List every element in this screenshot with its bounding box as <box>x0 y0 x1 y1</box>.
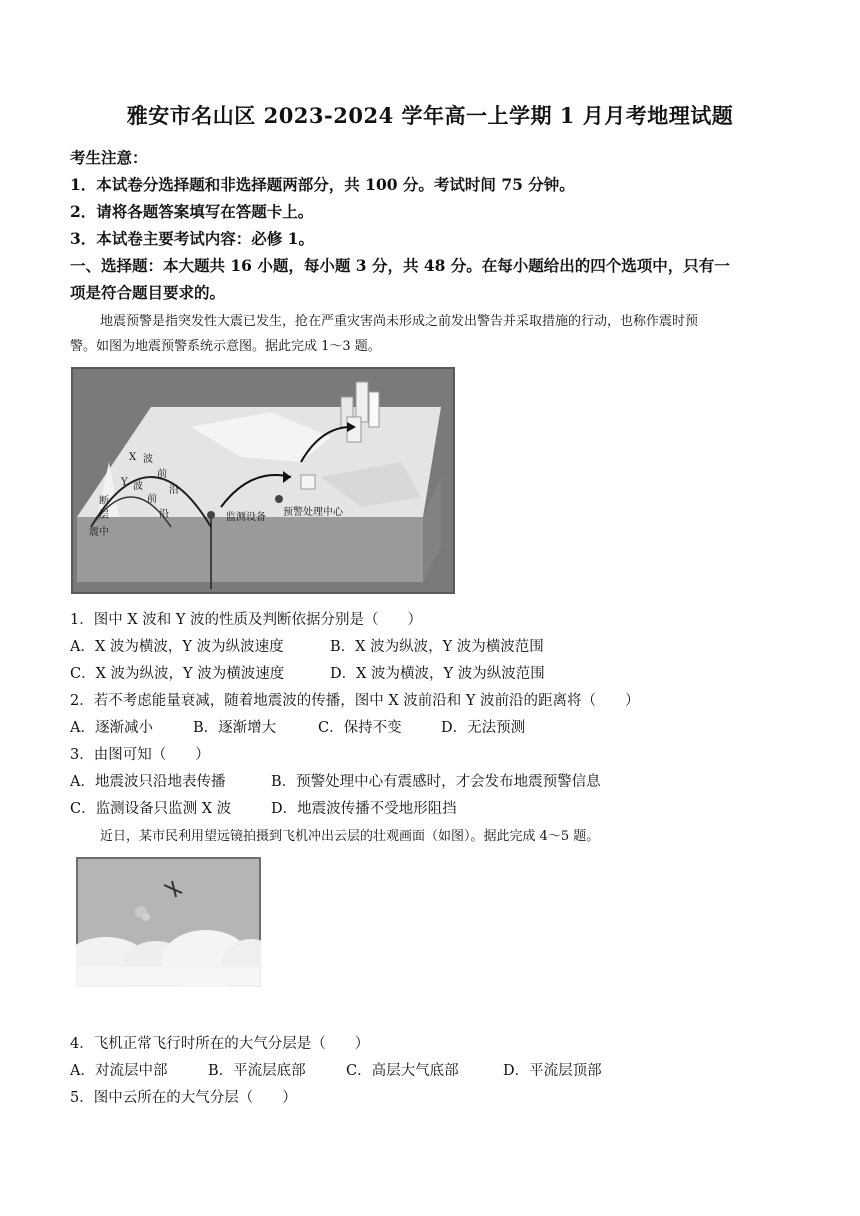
x-wave-label: 前 <box>157 469 167 480</box>
option: A．地震波只沿地表传播 <box>70 774 226 790</box>
option: B．预警处理中心有震感时，才会发布地震预警信息 <box>271 774 601 790</box>
question-3: 3．由图可知（ ） <box>70 747 210 763</box>
option: B．X 波为纵波，Y 波为横波范围 <box>330 639 544 655</box>
y-wave-label: Y <box>121 477 128 488</box>
option: A．对流层中部 <box>70 1063 168 1079</box>
option: C．保持不变 <box>318 720 402 736</box>
option: D．地震波传播不受地形阻挡 <box>271 801 457 817</box>
y-wave-label: 波 <box>133 481 143 492</box>
fault-label: 断 <box>99 496 109 507</box>
section-heading: 一、选择题：本大题共 16 小题，每小题 3 分，共 48 分。在每小题给出的四个选项中，只有一 <box>70 256 730 275</box>
question-5: 5．图中云所在的大气分层（ ） <box>70 1090 297 1106</box>
page-title: 雅安市名山区 2023-2024 学年高一上学期 1 月月考地理试题 <box>126 103 734 128</box>
x-wave-label: 沿 <box>169 485 179 496</box>
focus-label: 震中 <box>89 527 109 538</box>
option: C．X 波为纵波，Y 波为横波速度 <box>70 666 285 682</box>
fault-label: 层 <box>99 510 109 521</box>
option: C．高层大气底部 <box>346 1063 459 1079</box>
monitor-label: 监测设备 <box>226 512 266 523</box>
plane-cloud-photo <box>76 857 261 987</box>
option: B．平流层底部 <box>208 1063 306 1079</box>
notice-item: 1．本试卷分选择题和非选择题两部分，共 100 分。考试时间 75 分钟。 <box>70 175 575 194</box>
passage-text: 地震预警是指突发性大震已发生，抢在严重灾害尚未形成之前发出警告并采取措施的行动，也称作震时预 <box>100 314 699 329</box>
option: B．逐渐增大 <box>193 720 277 736</box>
question-1: 1．图中 X 波和 Y 波的性质及判断依据分别是（ ） <box>70 612 423 628</box>
question-2: 2．若不考虑能量衰减，随着地震波的传播，图中 X 波前沿和 Y 波前沿的距离将（ ） <box>70 693 640 709</box>
y-wave-label: 沿 <box>159 509 169 520</box>
option: D．无法预测 <box>441 720 526 736</box>
option: D．X 波为横波，Y 波为纵波范围 <box>330 666 545 682</box>
option: A．X 波为横波，Y 波为纵波速度 <box>70 639 284 655</box>
option: C．监测设备只监测 X 波 <box>70 801 232 817</box>
earthquake-warning-diagram <box>71 367 455 594</box>
notice-heading: 考生注意： <box>70 148 148 167</box>
section-heading-cont: 项是符合题目要求的。 <box>70 283 226 302</box>
passage-text: 警。如图为地震预警系统示意图。据此完成 1～3 题。 <box>70 339 381 354</box>
notice-item: 2．请将各题答案填写在答题卡上。 <box>70 202 314 221</box>
passage-text: 近日，某市民利用望远镜拍摄到飞机冲出云层的壮观画面（如图）。据此完成 4～5 题。 <box>100 829 600 844</box>
x-wave-label: X <box>129 452 137 463</box>
y-wave-label: 前 <box>147 494 157 505</box>
x-wave-label: 波 <box>143 454 153 465</box>
option: D．平流层顶部 <box>503 1063 602 1079</box>
center-label: 预警处理中心 <box>283 507 343 518</box>
question-4: 4．飞机正常飞行时所在的大气分层是（ ） <box>70 1036 370 1052</box>
option: A．逐渐减小 <box>70 720 153 736</box>
notice-item: 3．本试卷主要考试内容：必修 1。 <box>70 229 314 248</box>
